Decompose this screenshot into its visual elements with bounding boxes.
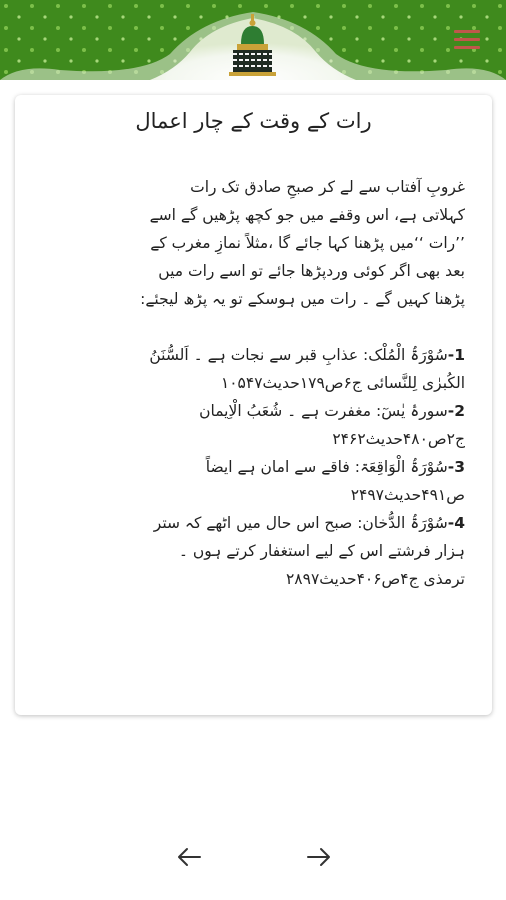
intro-line: غروبِ آفتاب سے لے کر صبحِ صادق تک رات: [190, 178, 465, 196]
list-item: [47, 397, 465, 453]
intro-line: بعد بھی اگر کوئی وردپڑھا جائے تو اسے رات میں: [158, 262, 465, 280]
item-line: ترمذی ج۴ص۴۰۶حدیث۲۸۹۷: [285, 570, 465, 588]
arrow-right-icon: [304, 842, 334, 872]
item-line: سُوْرَۃُ الْمُلْک: عذابِ قبر سے نجات ہے ۔ اَلسُّنَنُ: [149, 346, 448, 364]
item-line: سورۂ یٰسٓ: مغفرت ہے ۔ شُعَبُ الْاِیمان: [199, 402, 448, 420]
item-number: 2-: [447, 402, 465, 420]
item-line: ہزار فرشتے اس کے لیے استغفار کرتے ہوں ۔: [178, 542, 465, 560]
intro-line: کہلاتی ہے، اس وقفے میں جو کچھ پڑھیں گے اسے: [149, 206, 465, 224]
item-line: سُوْرَۃُ الْوَاقِعَۃ: فاقے سے امان ہے ایضاً: [205, 458, 448, 476]
intro-line: ’’رات ‘‘میں پڑھنا کہا جائے گا ،مثلاً نمازِ مغرب کے: [150, 234, 465, 252]
hamburger-menu-icon[interactable]: [454, 30, 480, 50]
item-number: 3-: [447, 458, 465, 476]
list-item: [47, 453, 465, 509]
item-line: سُوْرَۃُ الدُّخان: صبح اس حال میں اٹھے کہ ستر: [153, 514, 448, 532]
content-card: [15, 95, 492, 715]
prev-button[interactable]: [174, 842, 204, 872]
list-item: [47, 509, 465, 593]
green-dome-emblem: [223, 14, 283, 80]
app-header: [0, 0, 506, 80]
intro-line: پڑھنا کہیں گے ۔ رات میں ہوسکے تو یہ پڑھ لیجئے:: [140, 290, 465, 308]
item-line: ج۲ص۴۸۰حدیث۲۴۶۲: [332, 430, 465, 448]
intro-paragraph: [47, 173, 465, 313]
next-button[interactable]: [304, 842, 334, 872]
item-line: ص۴۹۱حدیث۲۴۹۷: [350, 486, 465, 504]
amal-list: [47, 341, 465, 593]
item-number: 1-: [447, 346, 465, 364]
list-item: [47, 341, 465, 397]
item-line: الکُبرٰی لِلنَّسائی ج۶ص۱۷۹حدیث۱۰۵۴۷: [220, 374, 465, 392]
item-number: 4-: [447, 514, 465, 532]
card-title: رات کے وقت کے چار اعمال: [135, 109, 372, 133]
card-body: [47, 173, 465, 593]
arrow-left-icon: [174, 842, 204, 872]
